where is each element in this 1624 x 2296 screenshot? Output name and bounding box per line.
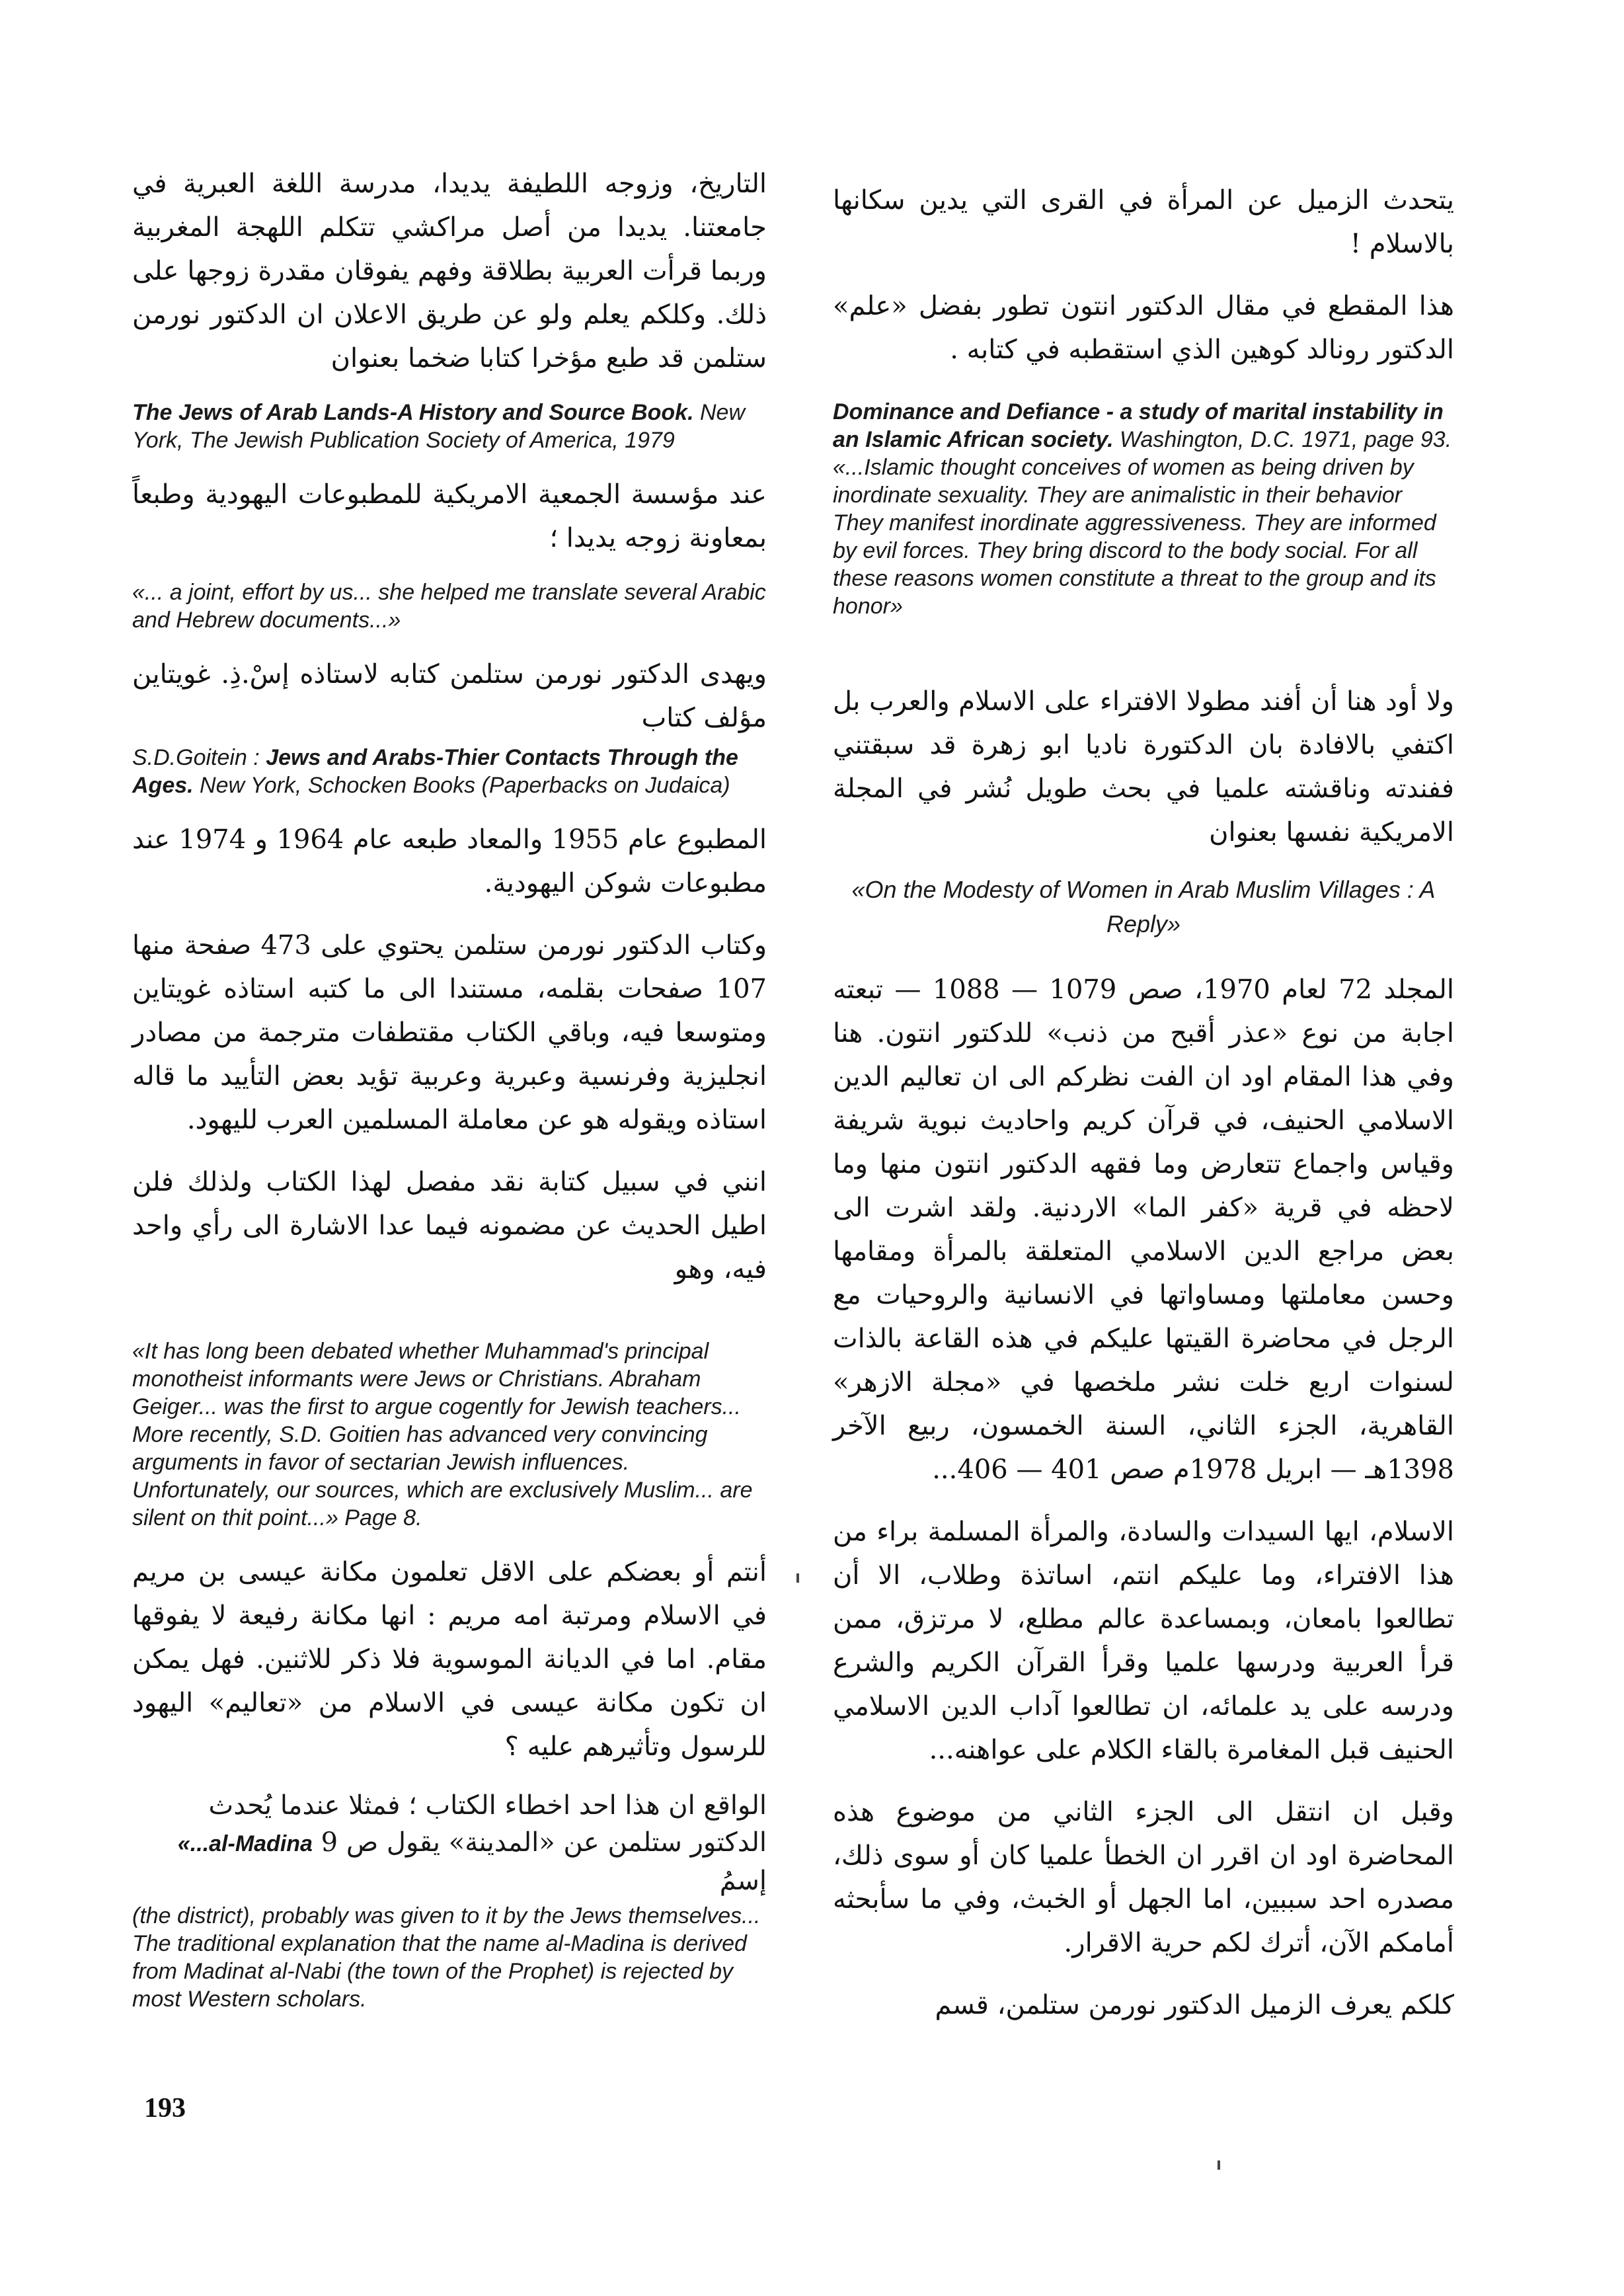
book-author: S.D.Goitein :	[132, 745, 260, 770]
page-number: 193	[144, 2093, 186, 2123]
paragraph: الواقع ان هذا احد اخطاء الكتاب ؛ فمثلا عندما يُحدث الدكتور ستلمن عن «المدينة» يقول ص 9	[208, 1790, 767, 1858]
quote-block: «It has long been debated whether Muhammad's principal monotheist informants were Jews or Christians. Abraham Geiger... was the first to argue cogently for Jewish teachers... More recently, S.D. Goitien has advanced very convincing arguments in favor of sectarian Jewish influences. Unfortunately, our sources, which are exclusively Muslim... are silent on thit point...» Page 8.	[132, 1339, 753, 1530]
article-title-en: «On the Modesty of Women in Arab Muslim Villages : A Reply»	[851, 876, 1436, 937]
paragraph: كلكم يعرف الزميل الدكتور نورمن ستلمن، قسم	[935, 1990, 1454, 2020]
paragraph: انني في سبيل كتابة نقد مفصل لهذا الكتاب ولذلك فلن اطيل الحديث عن مضمونه فيما عدا الاشارة الى رأي واحد فيه، وهو	[132, 1167, 767, 1285]
left-column	[132, 162, 767, 2032]
paragraph: ويهدى الدكتور نورمن ستلمن كتابه لاستاذه إسْ.ذِ. غويتاين مؤلف كتاب	[132, 659, 767, 733]
paragraph: وكتاب الدكتور نورمن ستلمن يحتوي على 473 صفحة منها 107 صفحات بقلمه، مستندا الى ما كتبه استاذه غويتاين ومتوسعا فيه، وباقي الكتاب مقتطفات مترجمة من مصادر انجليزية وفرنسية وعبرية وعربية تؤيد بعض التأييد ما قاله استاذه ويقوله هو عن معاملة المسلمين العرب لليهود.	[132, 930, 767, 1135]
paragraph: الاسلام، ايها السيدات والسادة، والمرأة المسلمة براء من هذا الافتراء، وما عليكم انتم، اساتذة وطلاب، الا أن تطالعوا بامعان، وبمساعدة عالم مطلع، لا مرتزق، ممن قرأ العربية ودرسها علميا وقرأ القرآن الكريم والشرع ودرسه على يد علمائه، ان تطالعوا آداب الدين الاسلامي الحنيف قبل المغامرة بالقاء الكلام على عواهنه...	[833, 1517, 1454, 1765]
mixed-quote	[132, 1787, 767, 2013]
quote-block: «... a joint, effort by us... she helped me translate several Arabic and Hebrew documents...»	[132, 580, 766, 633]
inline-quote: «...al-Madina	[177, 1831, 313, 1856]
book-title: The Jews of Arab Lands-A History and Source Book.	[132, 400, 694, 425]
scan-speck	[796, 1573, 799, 1583]
paragraph: أنتم أو بعضكم على الاقل تعلمون مكانة عيسى بن مريم في الاسلام ومرتبة امه مريم : انها مكانة رفيعة لا يفوقها مقام. اما في الديانة الموسوية فلا ذكر للاثنين. فهل يمكن ان تكون مكانة عيسى في الاسلام من «تعاليم» اليهود للرسول وتأثيرهم عليه ؟	[132, 1557, 767, 1762]
paragraph: التاريخ، وزوجه اللطيفة يديدا، مدرسة اللغة العبرية في جامعتنا. يديدا من أصل مراكشي تتكلم اللهجة المغربية وربما قرأت العربية بطلاقة وفهم يفوقان مقدرة زوجها على ذلك. وكلكم يعلم ولو عن طريق الاعلان ان الدكتور نورمن ستلمن قد طبع مؤخرا كتابا ضخما بعنوان	[132, 169, 767, 374]
paragraph: ولا أود هنا أن أفند مطولا الافتراء على الاسلام والعرب بل اكتفي بالافادة بان الدكتورة ناديا ابو زهرة قد سبقتني ففندته وناقشته علميا في بحث طويل نُشر في المجلة الامريكية نفسها بعنوان	[833, 686, 1454, 848]
book-publisher: New York, The Jewish Publication Society of America, 1979	[132, 400, 746, 453]
quote-block: (the district), probably was given to it by the Jews themselves... The traditional explanation that the name al-Madina is derived from Madinat al-Nabi (the town of the Prophet) is rejected by most Western scholars.	[132, 1903, 761, 2012]
book-citation	[132, 744, 767, 799]
paragraph: المجلد 72 لعام 1970، صص 1079 — 1088 — تبعته اجابة من نوع «عذر أقبح من ذنب» للدكتور انتون. هنا وفي هذا المقام اود ان الفت نظركم الى ان تعاليم الدين الاسلامي الحنيف، في قرآن كريم واحاديث نبوية شريفة وقياس واجماع تتعارض وما فقهه الدكتور انتون منها وما لاحظه في قرية «كفر الما» الاردنية. ولقد اشرت الى بعض مراجع الدين الاسلامي المتعلقة بالمرأة ومقامها وحسن معاملتها ومساواتها في الانسانية والروحيات مع الرجل في محاضرة القيتها عليكم في هذه القاعة بالذات لسنوات اربع خلت نشر ملخصها في «مجلة الازهر» القاهرية، الجزء الثاني، السنة الخمسون، ربيع الآخر 1398هـ — ابريل 1978م صص 401 — 406...	[833, 974, 1454, 1485]
quote-body: Washington, D.C. 1971, page 93. «...Islamic thought conceives of women as being driven by inordinate sexuality. They are animalistic in their behavior They manifest inordinate aggressiveness. They are informed by evil forces. They bring discord to the body social. For all these reasons women constitute a threat to the group and its honor»	[833, 427, 1452, 619]
book-title: Jews and Arabs-Thier Contacts Through the Ages.	[132, 745, 738, 798]
quote-title: Dominance and Defiance - a study of marital instability in an Islamic African society.	[833, 399, 1444, 452]
paragraph: وقبل ان انتقل الى الجزء الثاني من موضوع هذه المحاضرة اود ان اقرر ان الخطأ علميا كان أو سوى ذلك، مصدره احد سببين، اما الجهل أو الخبث، وفي ما سأبحثه أمامكم الآن، أترك لكم حرية الاقرار.	[833, 1797, 1454, 1958]
right-column	[833, 152, 1454, 2045]
book-citation	[132, 399, 767, 454]
scan-speck	[1218, 2160, 1220, 2170]
paragraph: عند مؤسسة الجمعية الامريكية للمطبوعات اليهودية وطبعاً بمعاونة زوجه يديدا ؛	[132, 479, 767, 553]
paragraph-tail: إسمُ	[719, 1866, 767, 1896]
quote-block	[833, 398, 1454, 620]
paragraph: المطبوع عام 1955 والمعاد طبعه عام 1964 و 1974 عند مطبوعات شوكن اليهودية.	[132, 824, 767, 898]
book-publisher: New York, Schocken Books (Paperbacks on Judaica)	[200, 773, 730, 798]
paragraph: يتحدث الزميل عن المرأة في القرى التي يدين سكانها بالاسلام !	[833, 185, 1454, 259]
paragraph: هذا المقطع في مقال الدكتور انتون تطور بفضل «علم» الدكتور رونالد كوهين الذي استقطبه في كتابه .	[833, 291, 1454, 365]
